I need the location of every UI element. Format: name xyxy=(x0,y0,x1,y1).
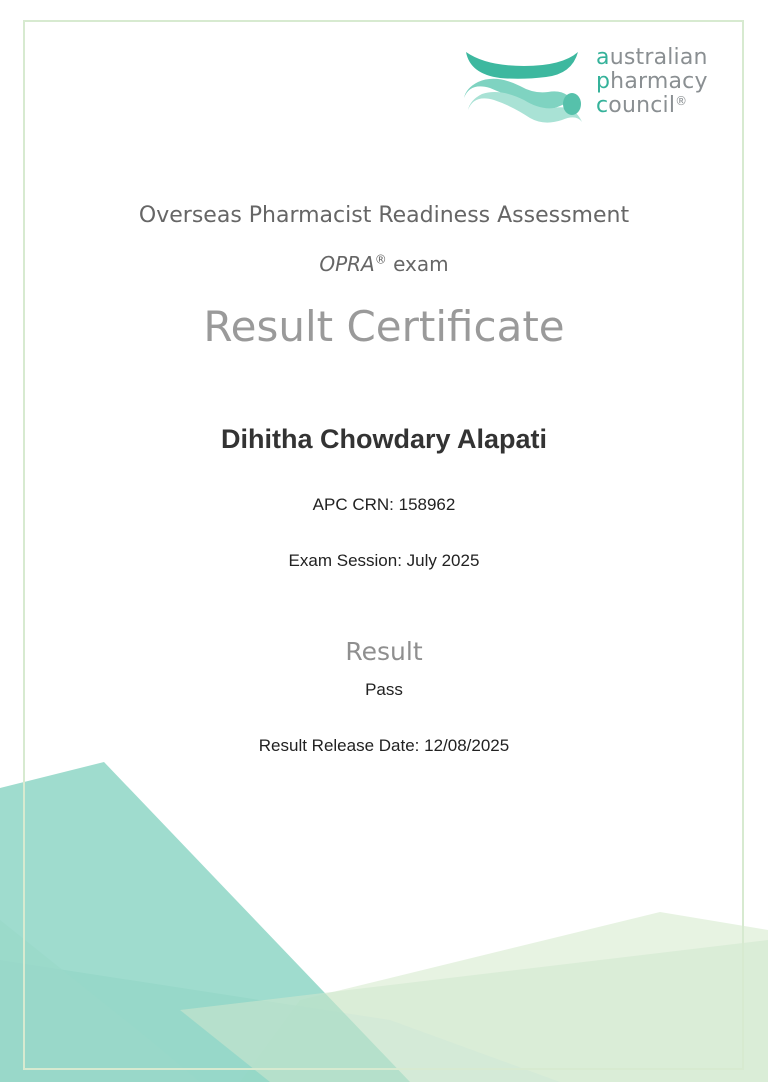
exam-session: Exam Session: July 2025 xyxy=(288,551,480,570)
candidate-name: Dihitha Chowdary Alapati xyxy=(220,424,548,454)
page-border xyxy=(23,20,744,1070)
apc-logo-wordmark xyxy=(596,46,708,118)
logo-line-pharmacy: pharmacy xyxy=(596,69,708,94)
exam-suffix: exam xyxy=(386,252,449,276)
exam-trademark: ® xyxy=(374,252,387,267)
apc-logo-mark-icon xyxy=(460,44,588,128)
candidate-crn: APC CRN: 158962 xyxy=(312,495,456,514)
apc-logo xyxy=(460,44,720,134)
logo-line-council: council® xyxy=(596,93,688,118)
exam-name-opra: OPRA xyxy=(319,252,375,276)
result-release-date: Result Release Date: 12/08/2025 xyxy=(258,736,510,755)
certificate-title: Result Certificate xyxy=(203,302,565,351)
result-value: Pass xyxy=(365,680,403,699)
exam-name xyxy=(0,252,768,276)
logo-trademark: ® xyxy=(675,94,688,108)
result-heading: Result xyxy=(345,637,423,666)
logo-line-australian: australian xyxy=(596,45,708,70)
assessment-title: Overseas Pharmacist Readiness Assessment xyxy=(138,203,630,228)
